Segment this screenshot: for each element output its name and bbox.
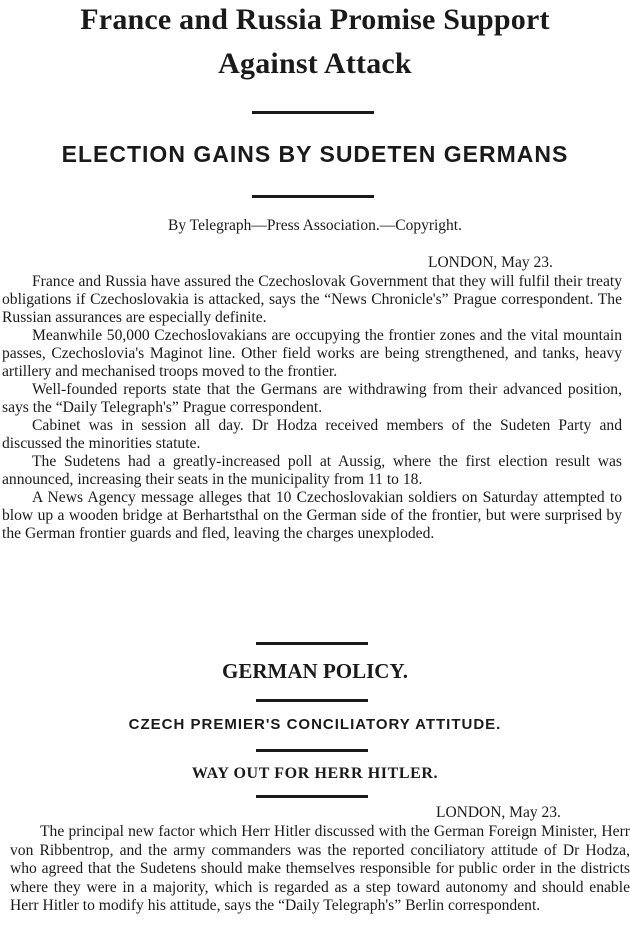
paragraph: The Sudetens had a greatly-increased poll at Aussig, where the first election result was announced, increasing their seats in the municipality from 11 to 18.	[2, 453, 622, 488]
dateline: LONDON, May 23.	[428, 254, 553, 271]
divider-rule	[252, 111, 374, 114]
paragraph: Meanwhile 50,000 Czechoslovakians are occupying the frontier zones and the vital mountain passes, Czechoslovia's Maginot line. Other field works are being strengthened, and tanks, heavy artillery and mechanised troops moved to the frontier.	[2, 327, 622, 380]
paragraph: France and Russia have assured the Czechoslovak Government that they will fulfil their treaty obligations if Czechoslovakia is attacked, says the “News Chronicle's” Prague correspondent. The Russian assurances are especially definite.	[2, 273, 622, 326]
subhead-german-policy: GERMAN POLICY.	[222, 659, 408, 683]
story-body-1	[2, 273, 622, 543]
paragraph: Cabinet was in session all day. Dr Hodza received members of the Sudeten Party and discussed the minorities statute.	[2, 417, 622, 452]
subhead-czech-premier: CZECH PREMIER'S CONCILIATORY ATTITUDE.	[128, 716, 502, 733]
headline-line-2: Against Attack	[218, 47, 412, 80]
subhead-way-out: WAY OUT FOR HERR HITLER.	[191, 765, 439, 782]
paragraph: Well-founded reports state that the Germans are withdrawing from their advanced position, says the “Daily Telegraph's” Prague correspondent.	[2, 381, 622, 416]
divider-rule	[256, 795, 368, 798]
headline-line-1: France and Russia Promise Support	[80, 3, 550, 36]
story-body-2	[10, 823, 630, 916]
divider-rule	[256, 749, 368, 752]
byline: By Telegraph—Press Association.—Copyright.	[168, 217, 462, 234]
paragraph: The principal new factor which Herr Hitler discussed with the German Foreign Minister, Herr von Ribbentrop, and the army commanders was the reported conciliatory attitude of Dr Hodza, who agreed that the Sudetens should make themselves responsible for public order in the districts where they were in a majority, which is regarded as a step toward autonomy and should enable Herr Hitler to modify his attitude, says the “Daily Telegraph's” Berlin correspondent.	[10, 823, 630, 915]
divider-rule	[256, 699, 368, 702]
subhead-election-gains: ELECTION GAINS BY SUDETEN GERMANS	[61, 141, 569, 167]
paragraph: A News Agency message alleges that 10 Czechoslovakian soldiers on Saturday attempted to blow up a wooden bridge at Berhartsthal on the German side of the frontier, but were surprised by the German frontier guards and fled, leaving the charges unexploded.	[2, 489, 622, 542]
divider-rule	[256, 642, 368, 645]
dateline: LONDON, May 23.	[436, 804, 561, 821]
divider-rule	[252, 195, 374, 198]
